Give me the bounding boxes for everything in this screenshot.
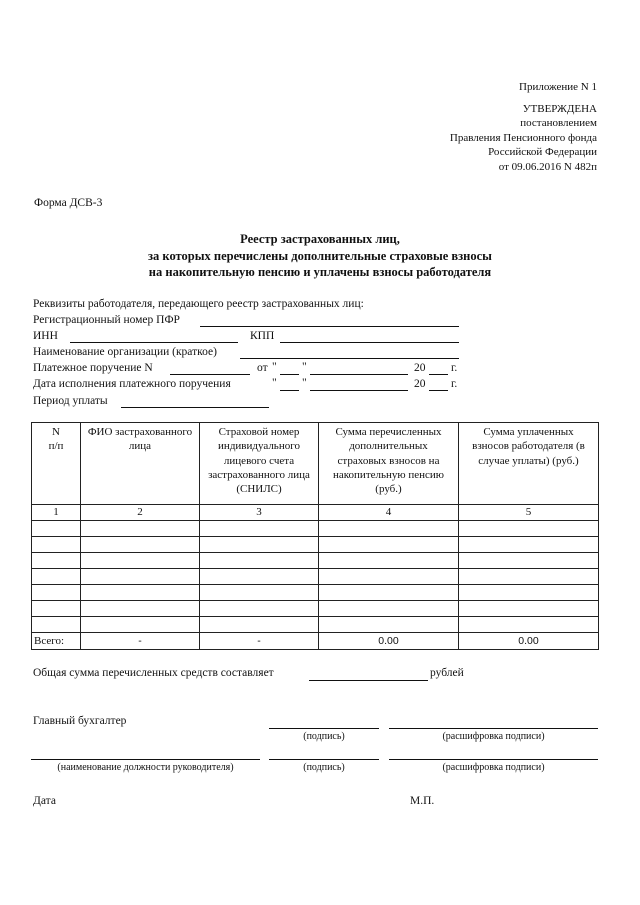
execution-day-field[interactable] [280, 390, 299, 391]
cell-number[interactable] [32, 553, 81, 569]
cell-sum-additional[interactable] [319, 553, 459, 569]
table-row [32, 617, 599, 633]
execution-month-field[interactable] [310, 390, 408, 391]
cell-sum-employer[interactable] [459, 537, 599, 553]
year-prefix: 20 [414, 362, 426, 374]
total-sum-employer: 0.00 [459, 633, 599, 650]
currency-label: рублей [430, 667, 464, 679]
cell-snils[interactable] [200, 537, 319, 553]
cell-sum-additional[interactable] [319, 585, 459, 601]
quote-close-2: " [302, 377, 307, 389]
cell-sum-employer[interactable] [459, 569, 599, 585]
cell-fio[interactable] [81, 617, 200, 633]
table-row [32, 601, 599, 617]
payment-order-label: Платежное поручение N [33, 362, 153, 374]
from-label: от [257, 362, 268, 374]
kpp-field[interactable] [280, 342, 459, 343]
cell-sum-employer[interactable] [459, 585, 599, 601]
header-sum-employer: Сумма уплаченных взносов работодателя (в случае уплаты) (руб.) [459, 423, 599, 505]
payment-order-year-field[interactable] [429, 374, 448, 375]
cell-fio[interactable] [81, 601, 200, 617]
stamp-label: М.П. [410, 795, 435, 807]
table-row [32, 537, 599, 553]
cell-fio[interactable] [81, 553, 200, 569]
total-amount-label: Общая сумма перечисленных средств составляет [33, 667, 274, 679]
resolution-date-number: от 09.06.2016 N 482п [498, 160, 597, 173]
cell-fio[interactable] [81, 569, 200, 585]
cell-sum-additional[interactable] [319, 537, 459, 553]
decryption-caption: (расшифровка подписи) [442, 731, 545, 742]
payment-order-number-field[interactable] [170, 374, 250, 375]
cell-sum-employer[interactable] [459, 553, 599, 569]
execution-year-field[interactable] [429, 390, 448, 391]
cell-sum-additional[interactable] [319, 601, 459, 617]
total-fio: - [81, 633, 200, 650]
form-label: Форма ДСВ-3 [34, 197, 103, 209]
cell-fio[interactable] [81, 521, 200, 537]
requisites-heading: Реквизиты работодателя, передающего реестр застрахованных лиц: [33, 298, 364, 310]
cell-sum-additional[interactable] [319, 617, 459, 633]
cell-fio[interactable] [81, 537, 200, 553]
cell-number[interactable] [32, 617, 81, 633]
insured-persons-table [31, 422, 599, 650]
table-header-row [32, 423, 599, 505]
cell-sum-employer[interactable] [459, 601, 599, 617]
cell-snils[interactable] [200, 617, 319, 633]
cell-snils[interactable] [200, 585, 319, 601]
cell-sum-additional[interactable] [319, 521, 459, 537]
table-total-row [32, 633, 599, 650]
head-position-field[interactable] [31, 759, 260, 760]
approval-block [450, 80, 597, 174]
chief-accountant-signature-field[interactable] [269, 728, 379, 729]
year-prefix-2: 20 [414, 378, 426, 390]
total-sum-additional: 0.00 [319, 633, 459, 650]
cell-sum-employer[interactable] [459, 521, 599, 537]
inn-label: ИНН [33, 330, 58, 342]
pfr-reg-number-label: Регистрационный номер ПФР [33, 314, 180, 326]
quote-open: " [272, 361, 277, 373]
header-number: N п/п [32, 423, 81, 505]
signature-caption: (подпись) [303, 731, 345, 742]
total-snils: - [200, 633, 319, 650]
resolution-label: постановлением [520, 117, 597, 129]
table-row [32, 585, 599, 601]
cell-snils[interactable] [200, 553, 319, 569]
chief-accountant-decryption-field[interactable] [389, 728, 598, 729]
cell-number[interactable] [32, 521, 81, 537]
decryption-caption-2: (расшифровка подписи) [442, 762, 545, 773]
cell-snils[interactable] [200, 521, 319, 537]
title-line-2: за которых перечислены дополнительные страховые взносы [148, 248, 492, 263]
approved-label: УТВЕРЖДЕНА [522, 102, 597, 115]
appendix-label: Приложение N 1 [519, 81, 597, 93]
cell-number[interactable] [32, 601, 81, 617]
title-line-3: на накопительную пенсию и уплачены взносы работодателя [148, 265, 492, 279]
cell-number[interactable] [32, 585, 81, 601]
org-name-field[interactable] [240, 358, 459, 359]
year-suffix: г. [451, 362, 458, 374]
column-number: 4 [319, 505, 459, 521]
date-label: Дата [33, 795, 56, 807]
signature-caption-2: (подпись) [303, 762, 345, 773]
cell-fio[interactable] [81, 585, 200, 601]
column-number: 2 [81, 505, 200, 521]
payment-order-month-field[interactable] [310, 374, 408, 375]
period-label: Период уплаты [33, 395, 108, 407]
cell-sum-employer[interactable] [459, 617, 599, 633]
period-field[interactable] [121, 407, 269, 408]
head-signature-field[interactable] [269, 759, 379, 760]
pfr-reg-number-field[interactable] [200, 326, 459, 327]
total-label: Всего: [32, 633, 81, 650]
head-decryption-field[interactable] [389, 759, 598, 760]
chief-accountant-label: Главный бухгалтер [33, 715, 127, 727]
quote-close: " [302, 361, 307, 373]
quote-open-2: " [272, 377, 277, 389]
country-label: Российской Федерации [488, 146, 597, 158]
header-fio: ФИО застрахованного лица [81, 423, 200, 505]
column-numbers-row [32, 505, 599, 521]
execution-date-label: Дата исполнения платежного поручения [33, 378, 231, 390]
cell-number[interactable] [32, 537, 81, 553]
head-position-caption: (наименование должности руководителя) [57, 762, 234, 773]
board-label: Правления Пенсионного фонда [449, 131, 597, 144]
title-line-1: Реестр застрахованных лиц, [240, 232, 400, 246]
cell-sum-additional[interactable] [319, 569, 459, 585]
cell-snils[interactable] [200, 601, 319, 617]
table-row [32, 569, 599, 585]
column-number: 5 [459, 505, 599, 521]
column-number: 1 [32, 505, 81, 521]
cell-snils[interactable] [200, 569, 319, 585]
header-snils: Страховой номер индивидуального лицевого счета застрахованного лица (СНИЛС) [200, 423, 319, 505]
header-sum-additional: Сумма перечисленных дополнительных страховых взносов на накопительную пенсию (руб.) [319, 423, 459, 505]
total-amount-field[interactable] [309, 680, 428, 681]
document-title [0, 231, 640, 281]
table-row [32, 553, 599, 569]
org-name-label: Наименование организации (краткое) [33, 346, 217, 358]
kpp-label: КПП [250, 330, 275, 342]
payment-order-day-field[interactable] [280, 374, 299, 375]
inn-field[interactable] [70, 342, 238, 343]
cell-number[interactable] [32, 569, 81, 585]
year-suffix-2: г. [451, 378, 458, 390]
table-row [32, 521, 599, 537]
column-number: 3 [200, 505, 319, 521]
